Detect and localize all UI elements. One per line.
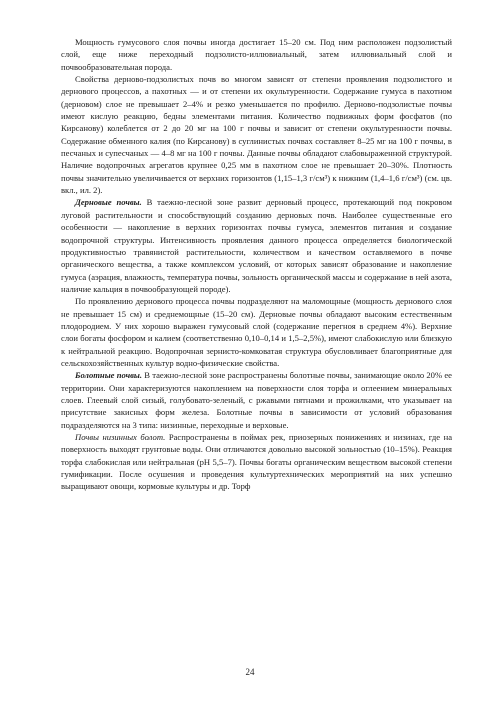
section-heading-sod-soils: Дерновые почвы.: [75, 197, 142, 208]
paragraph-text: Мощность гумусового слоя почвы иногда достигает 15–20 см. Под ним расположен подзолистый слой, еще ниже переходный подзолисто-иллювиальный, затем иллювиальный слой и почвообразовательная порода.: [61, 37, 452, 72]
paragraph-text: По проявлению дернового процесса почвы подразделяют на маломощные (мощность дернового слоя не превышает 15 см) и среднемощные (15–20 см). Дерновые почвы обладают высоким естественным плодородием. У них хорошо выражен гумусовый слой (содержание перегноя в среднем 4%). Верхние слои богаты фосфором и калием (соответственно 0,10–0,14 и 1,5–2,5%), имеют слабокислую или близкую к нейтральной реакцию. Водопрочная зернисто-комковатая структура обусловливает благоприятные для сельскохозяйственных культур водно-физические свойства.: [61, 296, 452, 368]
paragraph-text: Свойства дерново-подзолистых почв во многом зависят от степени проявления подзолистого и дернового процессов, а пахотных — и от степени их окультуренности. Содержание гумуса в пахотном (дерновом) слое не превышает 2–4% и резко уменьшается по профилю. Дерново-подзолистые почвы имеют кислую реакцию, бедны элементами питания. Количество подвижных форм фосфатов (по Кирсанову) колеблется от 2 до 20 мг на 100 г почвы и зависит от степени окультуренности почвы. Содержание обменного калия (по Кирсанову) в суглинистых почвах составляет 8–25 мг на 100 г почвы, в песчаных и супесчаных — 4–8 мг на 100 г почвы. Данные почвы обладают слабовыраженной структурой. Наличие водопрочных агрегатов крупнее 0,25 мм в пахотном слое не превышает 20–30%. Плотность почвы значительно увеличивается от верхних горизонтов (1,15–1,3 г/см³) к нижним (1,4–1,6 г/см³) (см. цв. вкл., ил. 2).: [61, 74, 452, 196]
subsection-heading-lowland-bogs: Почвы низинных болот.: [75, 432, 166, 442]
body-text: [61, 36, 452, 493]
paragraph-5: [61, 369, 452, 431]
paragraph-text: Распространены в поймах рек, приозерных понижениях и низинах, где на поверхность выходят грунтовые воды. Они отличаются довольно высокой зольностью (10–15%). Реакция торфа слабокислая или нейтральная (pH 5,5–7). Почвы богаты органическим веществом высокой степени гумификации. После осушения и проведения культуртехнических мероприятий на них успешно выращивают овощи, кормовые культуры и др. Торф: [61, 432, 453, 492]
paragraph-3: [61, 196, 452, 295]
paragraph-2: [61, 73, 452, 196]
paragraph-6: [61, 431, 452, 493]
section-heading-bog-soils: Болотные почвы.: [75, 370, 143, 381]
page-number: 24: [245, 667, 255, 677]
paragraph-text: В таежно-лесной зоне распространены болотные почвы, занимающие около 20% ее территории. Они характеризуются накоплением на поверхности слоя торфа и оглеением минеральных слоев. Глеевый слой сизый, голубовато-зеленый, с ржавыми пятнами и прожилками, что указывает на присутствие закисных форм железа. Болотные почвы в зависимости от условий образования подразделяются на 3 типа: низинные, переходные и верховые.: [61, 370, 452, 430]
paragraph-1: [61, 36, 452, 73]
paragraph-text: В таежно-лесной зоне развит дерновый процесс, протекающий под покровом луговой растительности и способствующий созданию дерновых почв. Наиболее существенные его особенности — накопление в верхних горизонтах почвы гумуса, элементов питания и создание водопрочной структуры. Интенсивность проявления данного процесса определяется биологической продуктивностью травянистой растительности, количеством и качеством оставляемого в почве органического вещества, а также комплексом условий, от которых зависят образование и накопление гумуса (аэрация, влажность, температура почвы, зольность органической массы и содержание в ней азота, наличие кальция в почвообразующей породе).: [61, 197, 452, 294]
paragraph-4: [61, 295, 452, 369]
